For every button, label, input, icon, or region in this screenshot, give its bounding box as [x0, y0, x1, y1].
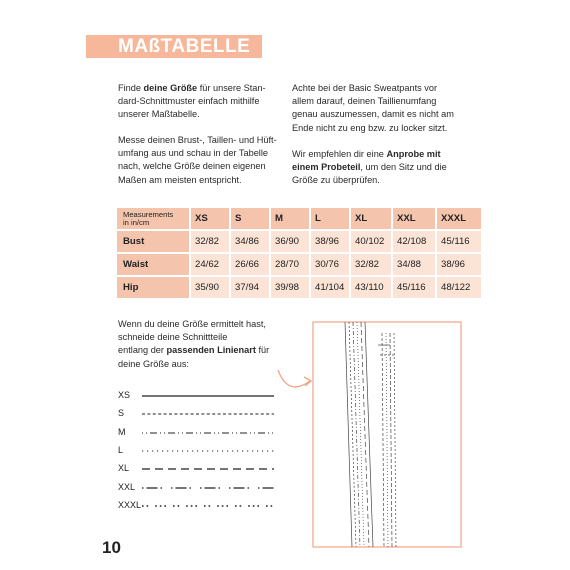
table-cell: 48/122 — [437, 277, 481, 298]
text-span: , um den Sitz und die — [360, 162, 447, 173]
legend-line-m — [142, 428, 276, 438]
row-label: Bust — [117, 231, 189, 252]
text-span: Achte bei der Basic Sweatpants vor — [292, 83, 438, 93]
size-header: M — [271, 208, 309, 229]
size-header: XL — [351, 208, 391, 229]
text-span: entlang der — [118, 345, 167, 356]
table-header-row — [117, 208, 481, 229]
intro-paragraph-3 — [292, 82, 472, 135]
text-span: umfang aus und schau in der Tabelle — [118, 148, 268, 159]
legend-label-l: L — [118, 445, 124, 455]
legend-label-xxl: XXL — [118, 482, 136, 492]
intro-paragraph-2 — [118, 134, 288, 187]
text-bold: deine Größe — [143, 83, 198, 93]
text-span: für — [255, 345, 270, 356]
cut-note — [118, 318, 288, 371]
table-corner — [117, 208, 189, 229]
table-cell: 45/116 — [437, 231, 481, 252]
size-table — [115, 206, 483, 300]
text-bold: Anprobe mit — [386, 149, 441, 159]
text-span: Maßen am meisten entspricht. — [118, 174, 242, 185]
size-header: S — [231, 208, 269, 229]
legend-line-xs — [142, 391, 276, 401]
table-cell: 39/98 — [271, 277, 309, 298]
table-cell: 42/108 — [393, 231, 435, 252]
text-span: dard-Schnittmuster einfach mithilfe — [118, 96, 260, 107]
table-row — [117, 254, 481, 275]
pattern-frame — [313, 322, 461, 547]
table-cell: 38/96 — [311, 231, 349, 252]
legend-label-m: M — [118, 427, 126, 437]
pattern-lines — [345, 322, 396, 547]
table-cell: 26/66 — [231, 254, 269, 275]
table-cell: 41/104 — [311, 277, 349, 298]
text-span: Ende nicht zu eng bzw. zu locker sitzt. — [292, 122, 448, 133]
table-cell: 32/82 — [351, 254, 391, 275]
legend-label-s: S — [118, 408, 125, 418]
pattern-diagram — [270, 315, 470, 555]
table-cell: 24/62 — [191, 254, 229, 275]
table-cell: 34/88 — [393, 254, 435, 275]
table-cell: 34/86 — [231, 231, 269, 252]
legend-label-xl: XL — [118, 463, 130, 473]
legend-line-xxxl — [142, 501, 276, 511]
text-span: Finde — [118, 83, 144, 93]
table-cell: 28/70 — [271, 254, 309, 275]
row-label: Waist — [117, 254, 189, 275]
table-cell: 30/76 — [311, 254, 349, 275]
table-cell: 45/116 — [393, 277, 435, 298]
page-title: MAßTABELLE — [118, 36, 251, 57]
legend-line-xl — [142, 464, 276, 474]
text-span: Größe zu überprüfen. — [292, 175, 380, 186]
table-cell: 35/90 — [191, 277, 229, 298]
legend-line-s — [142, 409, 276, 419]
text-span: deine Größe aus: — [118, 358, 189, 369]
text-span: Wenn du deine Größe ermittelt hast, — [118, 319, 266, 329]
text-span: schneide deine Schnittteile — [118, 332, 228, 343]
table-cell: 38/96 — [437, 254, 481, 275]
text-span: Messe deinen Brust-, Taillen- und Hüft- — [118, 135, 277, 145]
arrow-curve — [278, 370, 310, 387]
intro-paragraph-4 — [292, 148, 472, 188]
size-header: XXXL — [437, 208, 481, 229]
text-span: für unsere Stan- — [197, 83, 266, 93]
legend-line-l — [142, 446, 276, 456]
table-cell: 40/102 — [351, 231, 391, 252]
table-cell: 36/90 — [271, 231, 309, 252]
legend-label-xxxl: XXXL — [118, 500, 142, 510]
size-header: L — [311, 208, 349, 229]
legend-line-xxl — [142, 483, 276, 493]
text-span: Measurements — [123, 209, 174, 219]
text-bold: passenden Linienart — [166, 345, 256, 356]
table-cell: 43/110 — [351, 277, 391, 298]
text-span: in in/cm — [123, 217, 150, 227]
text-span: allem darauf, deinen Taillienumfang — [292, 96, 437, 107]
text-span: unserer Maßtabelle. — [118, 109, 200, 120]
legend-label-xs: XS — [118, 390, 131, 400]
table-row — [117, 231, 481, 252]
text-span: nach, welche Größe deinen eigenen — [118, 161, 266, 172]
size-header: XS — [191, 208, 229, 229]
text-span: genau auszumessen, damit es nicht am — [292, 109, 454, 120]
text-span: Wir empfehlen dir eine — [292, 149, 387, 159]
table-cell: 37/94 — [231, 277, 269, 298]
page-number: 10 — [102, 538, 121, 557]
row-label: Hip — [117, 277, 189, 298]
intro-paragraph-1 — [118, 82, 288, 122]
text-bold: einem Probeteil — [292, 162, 361, 173]
table-row — [117, 277, 481, 298]
size-header: XXL — [393, 208, 435, 229]
table-cell: 32/82 — [191, 231, 229, 252]
